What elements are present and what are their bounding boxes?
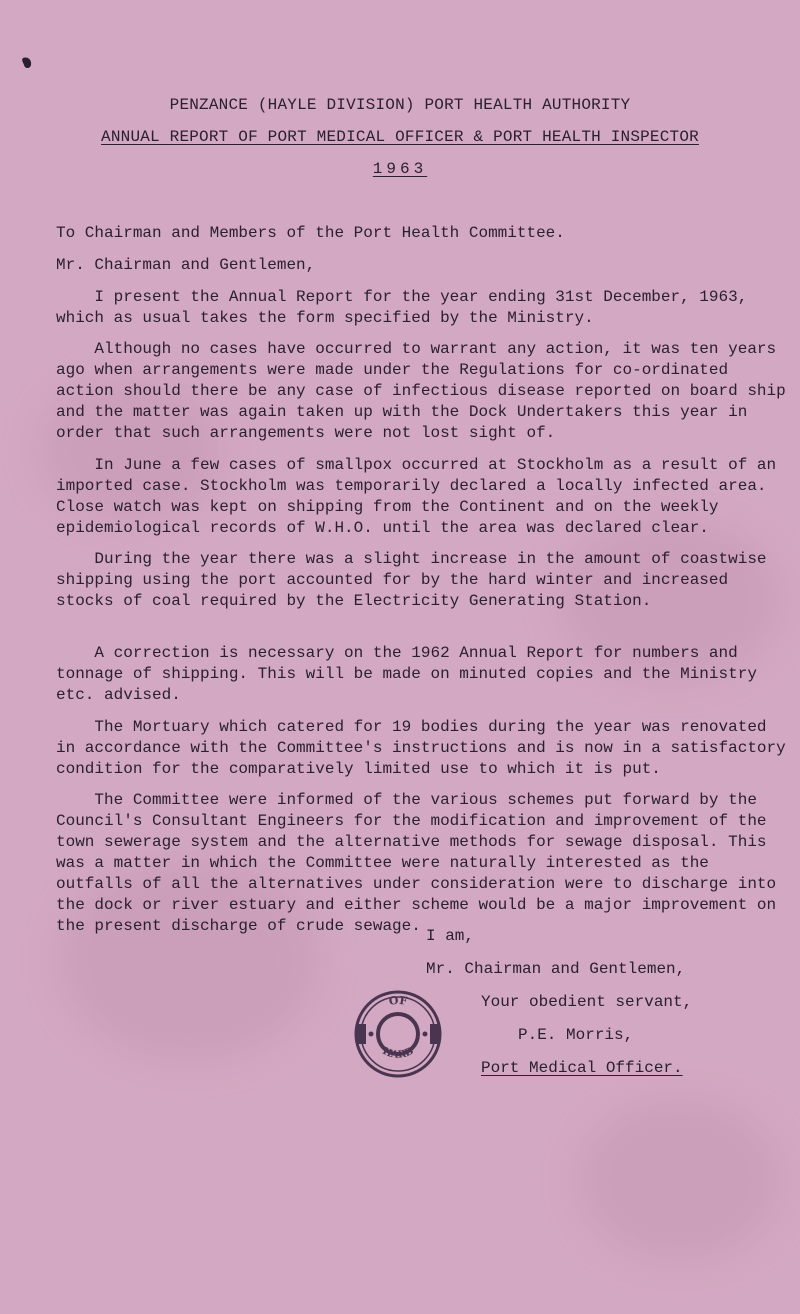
- seal-bottom-text: HARB: [380, 1045, 416, 1061]
- paragraph-text: Although no cases have occurred to warrant any action, it was ten years ago when arrangements were made under the Regulations for co-ordinated action should there be any case of infectious disease reported on board ship and the matter was again taken up with the Dock Undertakers this year in order that such arrangements were not lost sight of.: [56, 340, 796, 442]
- seal-top-text: OF: [388, 993, 409, 1008]
- paragraph-text: During the year there was a slight increase in the amount of coastwise shipping using the port accounted for by the hard winter and increased stocks of coal required by the Electricity Generating Station.: [56, 550, 777, 610]
- paragraph-infectious-disease: [56, 339, 796, 444]
- paragraph-text: The Mortuary which catered for 19 bodies during the year was renovated in accordance with the Committee's instructions and is now in a satisfactory condition for the comparatively limited use to which it is put.: [56, 718, 796, 778]
- paragraph-shipping: [56, 549, 791, 612]
- official-seal-icon: [352, 988, 444, 1080]
- paragraph-sewerage: [56, 790, 791, 937]
- signoff-title-text: Port Medical Officer.: [481, 1059, 683, 1077]
- greeting-line: Mr. Chairman and Gentlemen,: [56, 256, 316, 274]
- svg-text:HARB: [381, 1046, 416, 1061]
- paragraph-text: I present the Annual Report for the year ending 31st December, 1963, which as usual takes the form specified by the Ministry.: [56, 288, 757, 327]
- report-year-text: 1963: [372, 160, 428, 178]
- report-subtitle: [0, 128, 800, 146]
- report-year: [0, 160, 800, 178]
- addressee-line: To Chairman and Members of the Port Health Committee.: [56, 224, 565, 242]
- paragraph-mortuary: [56, 717, 796, 780]
- signoff-name: P.E. Morris,: [518, 1026, 634, 1044]
- signoff-i-am: I am,: [426, 927, 475, 945]
- report-authority-title: PENZANCE (HAYLE DIVISION) PORT HEALTH AUTHORITY: [169, 96, 631, 114]
- paragraph-smallpox: [56, 455, 791, 539]
- paragraph-text: The Committee were informed of the various schemes put forward by the Council's Consultant Engineers for the modification and improvement of the town sewerage system and the alternative methods for sewage disposal. This was a matter in which the Committee were naturally interested as the outfalls of all the alternatives under consideration were to discharge into the dock or river estuary and either scheme would be a major improvement on the present discharge of crude sewage.: [56, 791, 786, 935]
- svg-text:OF: [388, 994, 408, 1008]
- paragraph-text: In June a few cases of smallpox occurred at Stockholm as a result of an imported case. Stockholm was temporarily declared a locally infected area. Close watch was kept on shipping from the Continent and on the weekly epidemiological records of W.H.O. until the area was declared clear.: [56, 456, 786, 537]
- report-subtitle-text: ANNUAL REPORT OF PORT MEDICAL OFFICER & PORT HEALTH INSPECTOR: [101, 128, 699, 146]
- paragraph-text: A correction is necessary on the 1962 Annual Report for numbers and tonnage of shipping. This will be made on minuted copies and the Ministry etc. advised.: [56, 644, 767, 704]
- paper-stain: [580, 1100, 780, 1260]
- ink-blot-icon: [20, 56, 34, 70]
- signoff-servant: Your obedient servant,: [481, 993, 693, 1011]
- signoff-greeting: Mr. Chairman and Gentlemen,: [426, 960, 686, 978]
- signoff-title: [481, 1059, 800, 1077]
- paragraph-intro: [56, 287, 791, 329]
- paragraph-correction: [56, 643, 791, 706]
